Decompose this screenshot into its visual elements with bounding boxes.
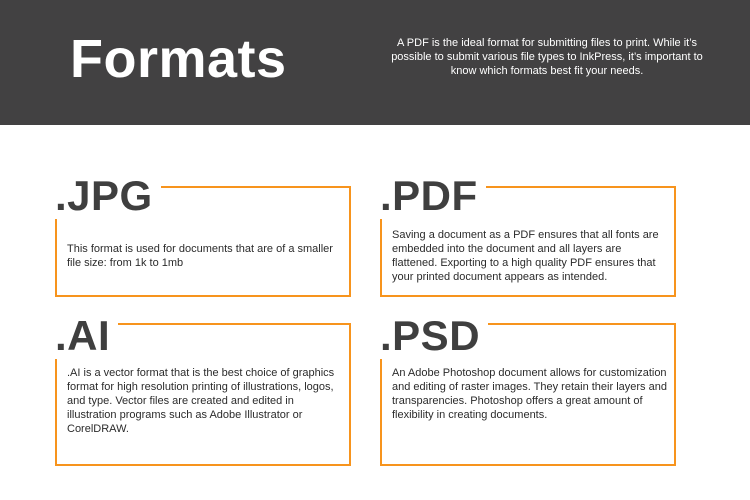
format-description-jpg: This format is used for documents that are of a smaller file size: from 1k to 1mb [67,243,333,269]
format-description-pdf: Saving a document as a PDF ensures that all fonts are embedded into the document and all layers are flattened. Exporting to a high quality PDF ensures that your printed document appears as intended. [392,229,659,283]
format-card-psd [380,313,676,466]
format-heading-jpg: .JPG [51,173,161,219]
header-banner [0,0,750,125]
format-heading-ai: .AI [51,313,118,359]
format-card-ai [55,313,351,466]
format-heading-psd: .PSD [376,313,488,359]
format-heading-pdf: .PDF [376,173,486,219]
format-description-psd: An Adobe Photoshop document allows for customization and editing of raster images. They retain their layers and transparencies. Photoshop offers a great amount of flexibility in creating documents. [392,367,667,421]
page-title: Formats [70,29,287,89]
format-card-pdf [380,173,676,297]
format-description-ai: .AI is a vector format that is the best choice of graphics format for high resolution printing of illustrations, logos, and type. Vector files are created and edited in illustration programs such as Adobe Illustrator or CorelDRAW. [67,367,335,435]
intro-text: A PDF is the ideal format for submitting files to print. While it’s possible to submit various file types to InkPress, it’s important to know which formats best fit your needs. [391,37,703,77]
format-card-jpg [55,173,351,297]
